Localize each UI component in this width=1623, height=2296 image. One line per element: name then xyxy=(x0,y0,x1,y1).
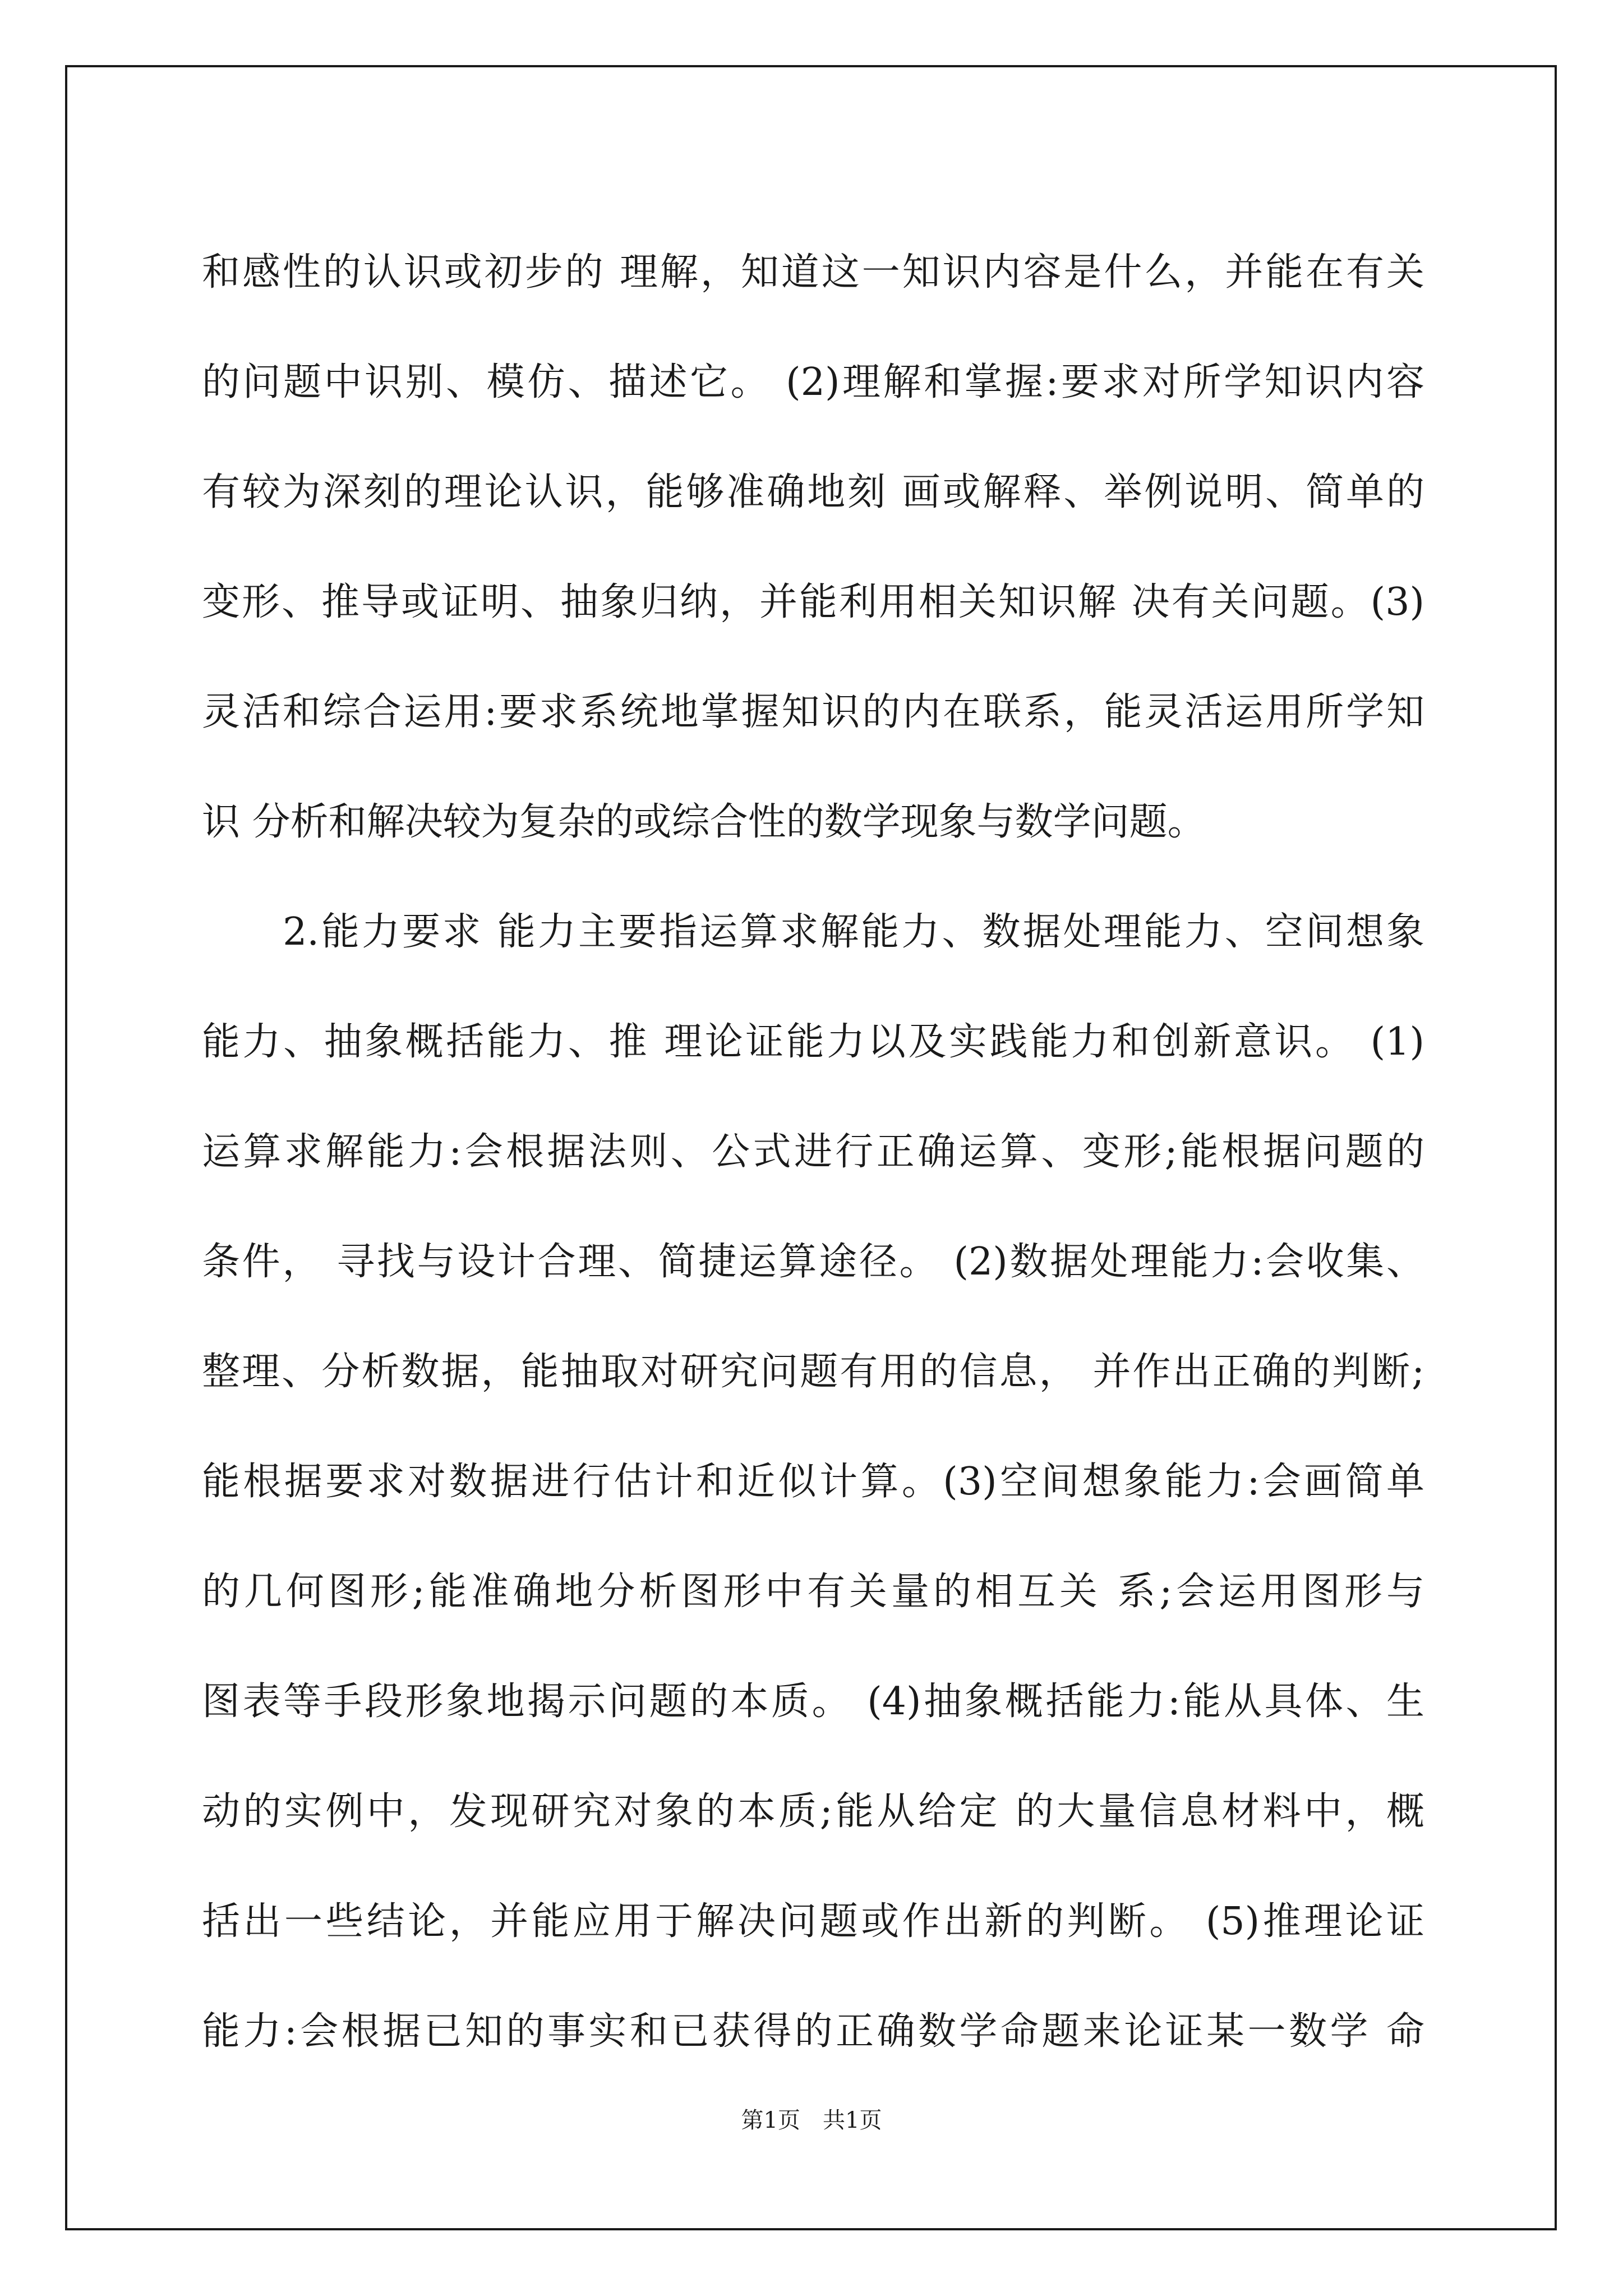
text-line: 能根据要求对数据进行估计和近似计算。(3)空间想象能力:会画简单 xyxy=(202,1460,1424,1504)
text-line: 整理、分析数据，能抽取对研究问题有用的信息， 并作出正确的判断; xyxy=(202,1350,1424,1394)
text-line: 条件， 寻找与设计合理、简捷运算途径。 (2)数据处理能力:会收集、 xyxy=(202,1240,1424,1284)
text-line: 灵活和综合运用:要求系统地掌握知识的内在联系，能灵活运用所学知 xyxy=(202,690,1424,734)
text-line: 有较为深刻的理论认识，能够准确地刻 画或解释、举例说明、简单的 xyxy=(202,470,1424,514)
text-line: 能力、抽象概括能力、推 理论证能力以及实践能力和创新意识。 (1) xyxy=(202,1020,1424,1064)
text-line: 括出一些结论，并能应用于解决问题或作出新的判断。 (5)推理论证 xyxy=(202,1899,1424,1944)
page-footer: 第1页 共1页 xyxy=(741,2108,882,2133)
text-line: 和感性的认识或初步的 理解，知道这一知识内容是什么，并能在有关 xyxy=(202,250,1424,295)
text-line: 的问题中识别、模仿、描述它。 (2)理解和掌握:要求对所学知识内容 xyxy=(202,360,1424,404)
text-line: 动的实例中，发现研究对象的本质;能从给定 的大量信息材料中，概 xyxy=(202,1789,1424,1834)
text-line: 的几何图形;能准确地分析图形中有关量的相互关 系;会运用图形与 xyxy=(202,1570,1424,1614)
text-line: 运算求解能力:会根据法则、公式进行正确运算、变形;能根据问题的 xyxy=(202,1130,1424,1174)
text-line: 能力:会根据已知的事实和已获得的正确数学命题来论证某一数学 命 xyxy=(202,2009,1424,2054)
text-line: 2.能力要求 能力主要指运算求解能力、数据处理能力、空间想象 xyxy=(202,910,1424,954)
document-body xyxy=(202,218,1424,2087)
text-line: 图表等手段形象地揭示问题的本质。 (4)抽象概括能力:能从具体、生 xyxy=(202,1680,1424,1724)
text-line: 变形、推导或证明、抽象归纳，并能利用相关知识解 决有关问题。(3) xyxy=(202,580,1424,624)
text-line: 识 分析和解决较为复杂的或综合性的数学现象与数学问题。 xyxy=(202,800,1206,844)
